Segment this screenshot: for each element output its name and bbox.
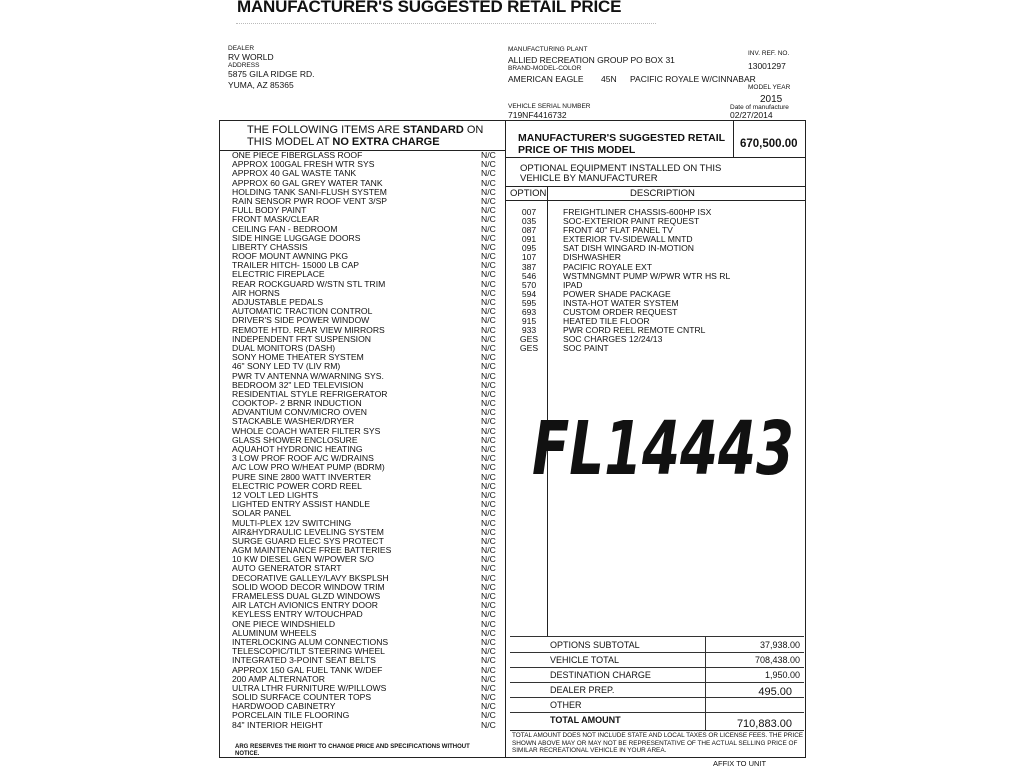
standard-item-desc: AIR LATCH AVIONICS ENTRY DOOR	[232, 600, 378, 611]
standard-item-desc: ONE PIECE FIBERGLASS ROOF	[232, 150, 363, 160]
standard-item-price: N/C	[481, 535, 496, 546]
standard-item-price: N/C	[481, 352, 496, 363]
msrp-label-1: MANUFACTURER'S SUGGESTED RETAIL	[518, 132, 726, 144]
standard-item-desc: ONE PIECE WINDSHIELD	[232, 618, 336, 629]
standard-item-desc: 46" SONY LED TV (LIV RM)	[232, 361, 341, 372]
options-subtotal-value: 37,938.00	[759, 640, 800, 650]
standard-item-price: N/C	[481, 609, 496, 620]
total-amount-value: 710,883.00	[736, 718, 792, 730]
standard-item-desc: APPROX 40 GAL WASTE TANK	[232, 168, 357, 179]
standard-item-price: N/C	[481, 462, 496, 473]
standard-item-price: N/C	[481, 297, 496, 307]
std-header-bold1: STANDARD	[402, 124, 464, 136]
dealer-prep-value: 495.00	[758, 686, 792, 698]
standard-item-desc: ADJUSTABLE PEDALS	[232, 297, 324, 307]
destination-row	[510, 667, 804, 683]
address-label: ADDRESS	[228, 62, 260, 69]
standard-item-price: N/C	[481, 517, 496, 528]
standard-item-price: N/C	[481, 416, 496, 427]
option-code: 570	[521, 279, 537, 290]
standard-item-price: N/C	[481, 499, 496, 510]
model-year-value: 2015	[760, 94, 783, 105]
standard-item-desc: SOLID SURFACE COUNTER TOPS	[232, 692, 372, 703]
option-desc: SOC PAINT	[563, 343, 609, 354]
standard-item-price: N/C	[481, 591, 496, 601]
standard-item-desc: AIR&HYDRAULIC LEVELING SYSTEM	[232, 526, 384, 537]
standard-item-desc: DECORATIVE GALLEY/LAVY BKSPLSH	[232, 572, 389, 583]
standard-item-desc: SONY HOME THEATER SYSTEM	[232, 352, 364, 363]
standard-item-price: N/C	[481, 324, 496, 335]
option-row	[518, 253, 798, 262]
standard-item-price: N/C	[481, 554, 496, 565]
standard-item-desc: ULTRA LTHR FURNITURE W/PILLOWS	[232, 682, 387, 693]
option-code: 107	[521, 252, 537, 263]
option-desc: SOC CHARGES 12/24/13	[563, 334, 663, 345]
dealer-block	[228, 45, 314, 90]
standard-item-price: N/C	[481, 251, 496, 262]
standard-item-desc: REAR ROCKGUARD W/STN STL TRIM	[232, 278, 386, 289]
option-desc: HEATED TILE FLOOR	[563, 316, 650, 327]
standard-item-price: N/C	[481, 701, 496, 712]
standard-item-price: N/C	[481, 407, 496, 418]
dealer-street: 5875 GILA RIDGE RD.	[228, 69, 315, 79]
option-desc: PWR CORD REEL REMOTE CNTRL	[563, 325, 706, 336]
standard-item-price: N/C	[481, 278, 496, 289]
standard-item-row	[232, 721, 502, 730]
option-desc: POWER SHADE PACKAGE	[563, 288, 671, 299]
msrp-bottom-rule	[505, 157, 806, 158]
standard-item-desc: CEILING FAN - BEDROOM	[232, 223, 338, 234]
standard-item-desc: GLASS SHOWER ENCLOSURE	[232, 434, 358, 445]
plant-label: MANUFACTURING PLANT	[508, 46, 588, 53]
standard-item-price: N/C	[481, 655, 496, 666]
option-desc: PACIFIC ROYALE EXT	[563, 261, 652, 272]
optional-header-rule	[505, 186, 806, 187]
standard-item-desc: INTEGRATED 3-POINT SEAT BELTS	[232, 655, 376, 666]
handwritten-stock-number	[528, 400, 798, 490]
model: 45N	[601, 74, 617, 84]
option-desc: CUSTOM ORDER REQUEST	[563, 307, 678, 318]
disclaimer: TOTAL AMOUNT DOES NOT INCLUDE STATE AND LOCAL TAXES OR LICENSE FEES. THE PRICE SHOWN ABOVE MAY OR MAY NOT BE REPRESENTATIVE OF THE ACTUAL SELLING PRICE OF SIMILAR RECREATIONAL VEHICLE IN YOUR AREA.	[512, 732, 804, 754]
standard-item-price: N/C	[481, 150, 496, 160]
msrp-divider-v	[733, 120, 734, 157]
standard-item-desc: BEDROOM 32" LED TELEVISION	[232, 379, 364, 390]
option-code: 087	[521, 225, 537, 236]
plant-name: ALLIED RECREATION GROUP PO BOX 31	[508, 55, 675, 65]
standard-item-price: N/C	[481, 287, 496, 298]
standard-item-desc: AGM MAINTENANCE FREE BATTERIES	[232, 545, 392, 556]
standard-item-price: N/C	[481, 563, 496, 574]
option-row	[518, 308, 798, 317]
standard-item-desc: 12 VOLT LED LIGHTS	[232, 489, 319, 500]
standard-item-price: N/C	[481, 572, 496, 583]
standard-item-desc: A/C LOW PRO W/HEAT PUMP (BDRM)	[232, 462, 385, 473]
standard-item-desc: INDEPENDENT FRT SUSPENSION	[232, 333, 371, 344]
standard-item-desc: ALUMINUM WHEELS	[232, 627, 317, 638]
standard-item-price: N/C	[481, 692, 496, 703]
optional-header-1: OPTIONAL EQUIPMENT INSTALLED ON THIS	[520, 163, 722, 174]
handwritten-stock-text: FL14443	[532, 406, 794, 492]
dealer-prep-row	[510, 682, 804, 698]
standard-item-desc: REMOTE HTD. REAR VIEW MIRRORS	[232, 324, 385, 335]
msrp-label	[518, 132, 725, 156]
standard-item-price: N/C	[481, 526, 496, 537]
standard-item-price: N/C	[481, 177, 496, 188]
standard-item-desc: STACKABLE WASHER/DRYER	[232, 416, 355, 427]
standard-item-desc: FULL BODY PAINT	[232, 205, 307, 216]
col-header-rule	[505, 200, 806, 201]
standard-item-price: N/C	[481, 315, 496, 326]
standard-item-desc: 200 AMP ALTERNATOR	[232, 673, 325, 684]
option-code: GES	[519, 343, 539, 354]
standard-item-desc: INTERLOCKING ALUM CONNECTIONS	[232, 636, 389, 647]
options-subtotal-label: OPTIONS SUBTOTAL	[550, 640, 640, 650]
standard-item-price: N/C	[481, 342, 496, 353]
standard-item-price: N/C	[481, 434, 496, 445]
option-code: 007	[521, 207, 537, 217]
standard-item-price: N/C	[481, 581, 496, 592]
standard-item-desc: RAIN SENSOR PWR ROOF VENT 3/SP	[232, 195, 388, 206]
optional-header-2: VEHICLE BY MANUFACTURER	[520, 173, 658, 184]
option-row	[518, 244, 798, 253]
standard-items-list	[232, 151, 502, 730]
standard-item-price: N/C	[481, 379, 496, 390]
option-desc: FREIGHTLINER CHASSIS-600HP ISX	[563, 207, 712, 217]
model-year-label: MODEL YEAR	[748, 84, 791, 91]
standard-item-desc: TELESCOPIC/TILT STEERING WHEEL	[232, 646, 385, 657]
standard-item-price: N/C	[481, 370, 496, 381]
option-desc: EXTERIOR TV-SIDEWALL MNTD	[563, 234, 693, 245]
standard-item-desc: 84" INTERIOR HEIGHT	[232, 719, 323, 730]
option-row	[518, 335, 798, 344]
standard-item-desc: ELECTRIC POWER CORD REEL	[232, 480, 362, 491]
standard-item-price: N/C	[481, 306, 496, 317]
other-label: OTHER	[550, 700, 582, 710]
standard-item-desc: APPROX 150 GAL FUEL TANK W/DEF	[232, 664, 383, 675]
standard-item-desc: COOKTOP- 2 BRNR INDUCTION	[232, 398, 362, 409]
standard-item-desc: APPROX 100GAL FRESH WTR SYS	[232, 159, 375, 170]
std-header-pre: THE FOLLOWING ITEMS ARE	[247, 124, 403, 136]
standard-header	[247, 124, 483, 148]
standard-item-desc: DUAL MONITORS (DASH)	[232, 342, 336, 353]
standard-item-price: N/C	[481, 168, 496, 179]
option-code: 693	[521, 307, 537, 318]
standard-item-desc: PORCELAIN TILE FLOORING	[232, 710, 350, 721]
standard-item-price: N/C	[481, 600, 496, 611]
standard-item-desc: TRAILER HITCH- 15000 LB CAP	[232, 260, 360, 271]
page-title: MANUFACTURER'S SUGGESTED RETAIL PRICE	[237, 0, 622, 16]
option-desc: INSTA-HOT WATER SYSTEM	[563, 297, 679, 308]
standard-item-price: N/C	[481, 508, 496, 519]
inv-value: 13001297	[748, 61, 786, 71]
vin-label: VEHICLE SERIAL NUMBER	[508, 103, 591, 110]
standard-item-desc: AUTOMATIC TRACTION CONTROL	[232, 306, 373, 317]
option-row	[518, 272, 798, 281]
standard-item-price: N/C	[481, 545, 496, 556]
vehicle-total-value: 708,438.00	[754, 655, 800, 665]
standard-item-desc: FRONT MASK/CLEAR	[232, 214, 320, 225]
standard-item-desc: WHOLE COACH WATER FILTER SYS	[232, 425, 381, 436]
plant-block	[508, 46, 675, 73]
standard-item-price: N/C	[481, 223, 496, 234]
option-code: 594	[521, 288, 537, 299]
standard-item-desc: 3 LOW PROF ROOF A/C W/DRAINS	[232, 453, 374, 464]
options-list	[518, 208, 798, 354]
standard-item-price: N/C	[481, 260, 496, 271]
standard-item-price: N/C	[481, 205, 496, 216]
option-desc: FRONT 40" FLAT PANEL TV	[563, 225, 673, 236]
brand: AMERICAN EAGLE	[508, 74, 584, 84]
standard-item-price: N/C	[481, 673, 496, 684]
dealer-name: RV WORLD	[228, 52, 274, 62]
standard-item-desc: SURGE GUARD ELEC SYS PROTECT	[232, 535, 384, 546]
inv-label: INV. REF. NO.	[748, 50, 790, 57]
standard-item-desc: FRAMELESS DUAL GLZD WINDOWS	[232, 591, 381, 601]
option-code: 091	[521, 234, 537, 245]
standard-item-price: N/C	[481, 480, 496, 491]
option-code: 546	[521, 270, 537, 281]
standard-item-desc: HOLDING TANK SANI-FLUSH SYSTEM	[232, 186, 387, 197]
option-code: 035	[521, 216, 537, 227]
standard-item-desc: LIGHTED ENTRY ASSIST HANDLE	[232, 499, 371, 510]
msrp-label-2: PRICE OF THIS MODEL	[518, 144, 636, 156]
destination-value: 1,950.00	[764, 670, 800, 680]
optional-header	[520, 164, 721, 184]
option-code: GES	[519, 334, 539, 345]
std-header-line2: THIS MODEL AT	[247, 136, 333, 148]
standard-item-price: N/C	[481, 214, 496, 225]
standard-item-desc: AUTO GENERATOR START	[232, 563, 342, 574]
option-desc: DISHWASHER	[563, 252, 621, 263]
dealer-city: YUMA, AZ 85365	[228, 80, 294, 90]
std-footnote: ARG RESERVES THE RIGHT TO CHANGE PRICE AND SPECIFICATIONS WITHOUT NOTICE.	[235, 744, 470, 757]
standard-item-price: N/C	[481, 186, 496, 197]
color: PACIFIC ROYALE W/CINNABAR	[630, 74, 756, 84]
option-code: 595	[521, 297, 537, 308]
standard-item-price: N/C	[481, 269, 496, 280]
option-desc: SAT DISH WINGARD IN-MOTION	[563, 243, 694, 254]
option-code: 095	[521, 243, 537, 254]
standard-item-desc: PURE SINE 2800 WATT INVERTER	[232, 471, 372, 482]
standard-item-price: N/C	[481, 425, 496, 436]
option-code: 933	[521, 325, 537, 336]
standard-item-desc: AQUAHOT HYDRONIC HEATING	[232, 444, 363, 454]
standard-item-price: N/C	[481, 398, 496, 409]
option-row	[518, 344, 798, 353]
standard-item-desc: SIDE HINGE LUGGAGE DOORS	[232, 232, 361, 243]
standard-item-desc: ADVANTIUM CONV/MICRO OVEN	[232, 407, 367, 418]
standard-item-desc: ROOF MOUNT AWNING PKG	[232, 251, 349, 262]
option-code: 387	[521, 261, 537, 272]
std-header-mid: ON	[463, 124, 484, 136]
destination-label: DESTINATION CHARGE	[550, 670, 651, 680]
standard-item-desc: DRIVER'S SIDE POWER WINDOW	[232, 315, 370, 326]
standard-item-price: N/C	[481, 618, 496, 629]
title-rule	[236, 23, 656, 24]
standard-item-desc: RESIDENTIAL STYLE REFRIGERATOR	[232, 388, 388, 399]
vehicle-total-label: VEHICLE TOTAL	[550, 655, 620, 665]
total-amount-row	[510, 712, 804, 731]
dealer-label: DEALER	[228, 45, 255, 52]
standard-item-price: N/C	[481, 636, 496, 647]
standard-item-price: N/C	[481, 489, 496, 500]
option-desc: SOC-EXTERIOR PAINT REQUEST	[563, 216, 700, 227]
other-row	[510, 697, 804, 713]
standard-item-desc: SOLID WOOD DECOR WINDOW TRIM	[232, 581, 385, 592]
col-option-header: OPTION	[510, 188, 547, 199]
standard-item-desc: MULTI-PLEX 12V SWITCHING	[232, 517, 352, 528]
options-subtotal-row	[510, 637, 804, 653]
bmc-label: BRAND-MODEL-COLOR	[508, 65, 582, 72]
standard-item-price: N/C	[481, 361, 496, 372]
standard-item-price: N/C	[481, 664, 496, 675]
standard-item-desc: HARDWOOD CABINETRY	[232, 701, 336, 712]
option-desc: IPAD	[563, 279, 583, 290]
standard-item-desc: AIR HORNS	[232, 287, 280, 298]
std-header-bold2: NO EXTRA CHARGE	[332, 136, 440, 148]
standard-item-price: N/C	[481, 719, 496, 730]
standard-item-desc: APPROX 60 GAL GREY WATER TANK	[232, 177, 383, 188]
vehicle-total-row	[510, 652, 804, 668]
standard-item-price: N/C	[481, 444, 496, 454]
standard-item-desc: ELECTRIC FIREPLACE	[232, 269, 325, 280]
dealer-prep-label: DEALER PREP.	[550, 685, 615, 695]
vin-value: 719NF4416732	[508, 110, 567, 120]
option-desc: WSTMNGMNT PUMP W/PWR WTR HS RL	[563, 270, 731, 281]
standard-item-price: N/C	[481, 682, 496, 693]
affix-note: AFFIX TO UNIT	[713, 759, 767, 768]
standard-item-price: N/C	[481, 241, 496, 252]
standard-item-price: N/C	[481, 627, 496, 638]
standard-item-price: N/C	[481, 710, 496, 721]
col-description-header: DESCRIPTION	[630, 188, 695, 199]
date-label: Date of manufacture	[730, 104, 789, 111]
standard-item-price: N/C	[481, 646, 496, 657]
msrp-value: 670,500.00	[740, 138, 798, 150]
standard-item-price: N/C	[481, 453, 496, 464]
option-code: 915	[521, 316, 537, 327]
standard-item-price: N/C	[481, 333, 496, 344]
standard-item-desc: LIBERTY CHASSIS	[232, 241, 308, 252]
standard-item-desc: 10 KW DIESEL GEN W/POWER S/O	[232, 554, 374, 565]
standard-item-price: N/C	[481, 471, 496, 482]
standard-item-price: N/C	[481, 232, 496, 243]
standard-item-price: N/C	[481, 388, 496, 399]
standard-item-desc: PWR TV ANTENNA W/WARNING SYS.	[232, 370, 384, 381]
total-amount-label: TOTAL AMOUNT	[550, 715, 621, 725]
standard-item-desc: SOLAR PANEL	[232, 508, 292, 519]
standard-item-desc: KEYLESS ENTRY W/TOUCHPAD	[232, 609, 363, 620]
date-value: 02/27/2014	[730, 110, 773, 120]
standard-item-price: N/C	[481, 195, 496, 206]
standard-item-price: N/C	[481, 159, 496, 170]
